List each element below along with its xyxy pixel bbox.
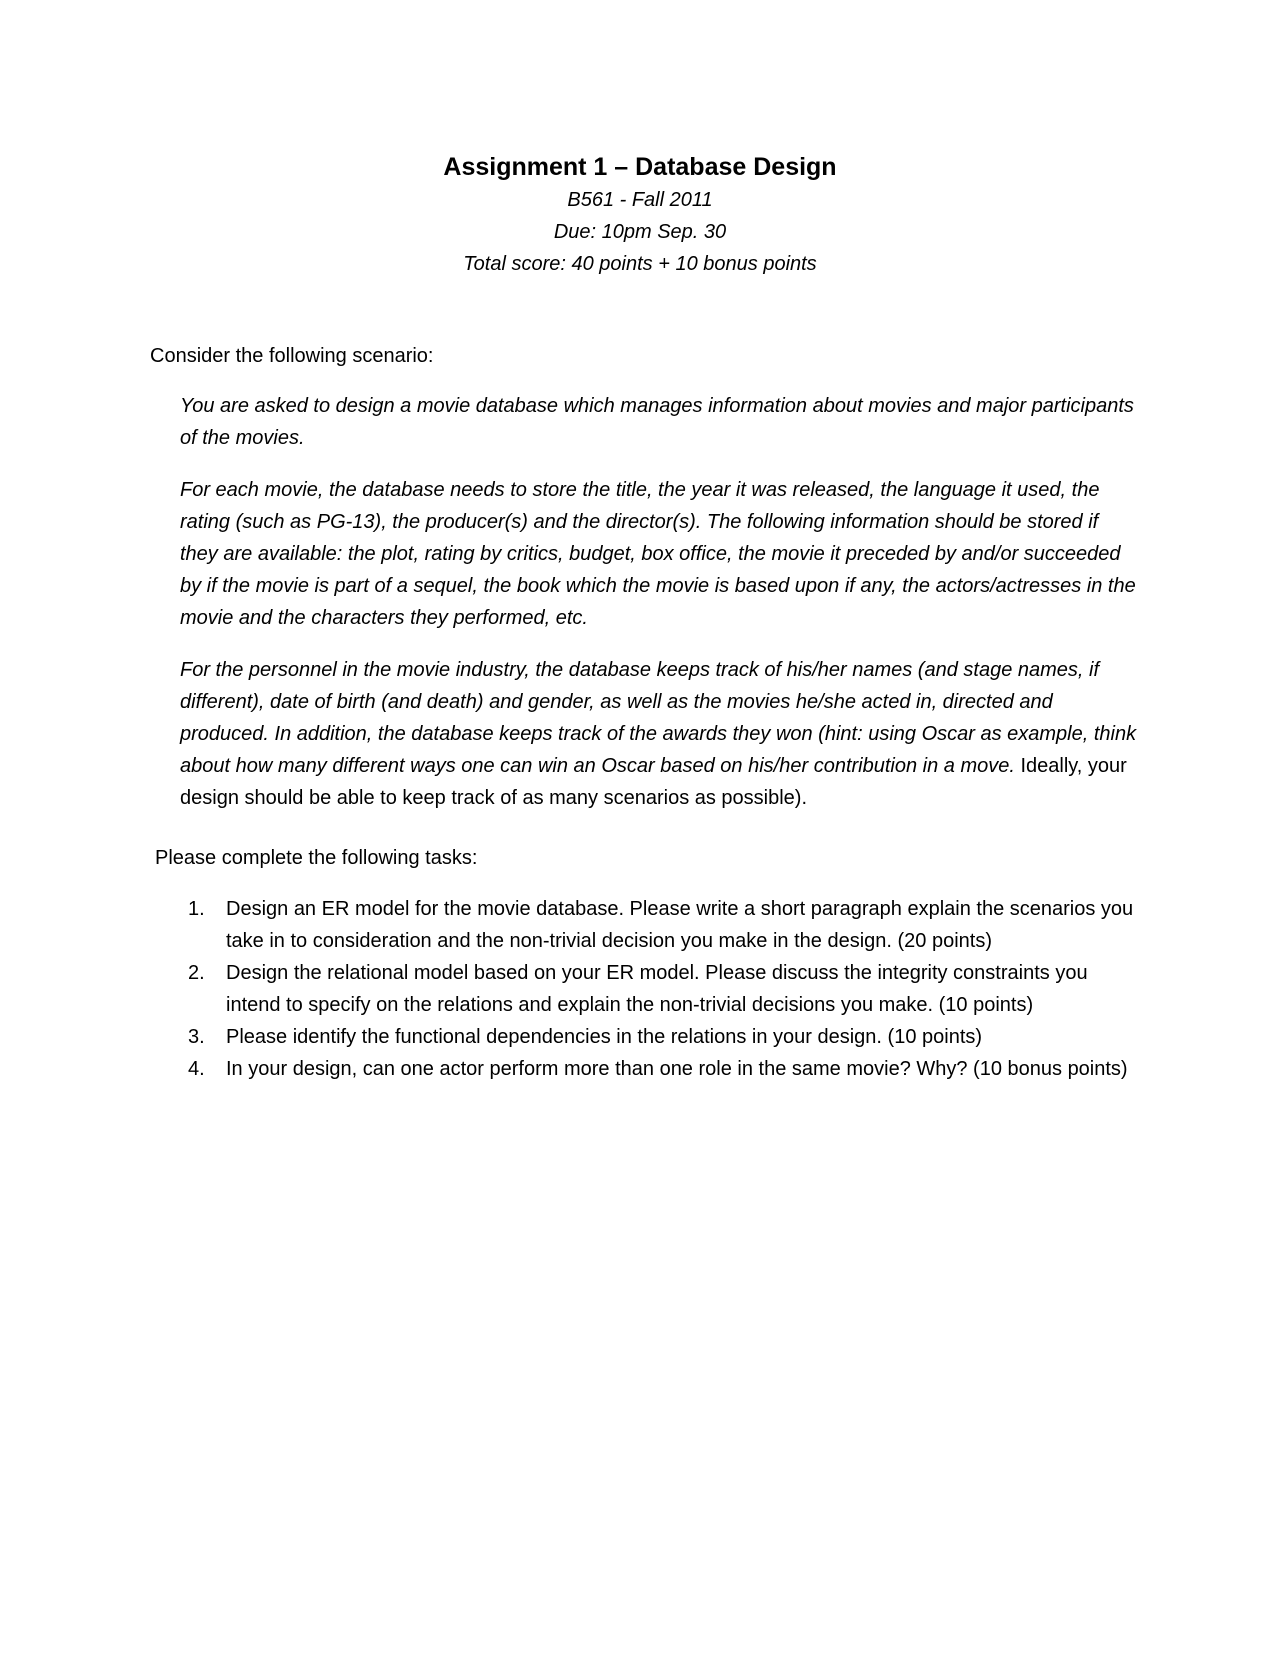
total-score: Total score: 40 points + 10 bonus points	[463, 253, 817, 275]
task-number: 4.	[188, 1058, 205, 1080]
scenario-paragraph-2: For each movie, the database needs to store the title, the year it was released, the language it used, the rating (such as PG-13), the producer(s) and the director(s). The following information should be stored if they are available: the plot, rating by critics, budget, box office, the movie it preceded by and/or succeeded by if the movie is part of a sequel, the book which the movie is based upon if any, the actors/actresses in the movie and the characters they performed, etc.	[180, 479, 1136, 629]
scenario-paragraph-3	[180, 654, 1140, 814]
scenario-paragraph-1: You are asked to design a movie database which manages information about movies and major participants of the movies.	[180, 395, 1134, 449]
task-number: 1.	[188, 898, 205, 920]
course-label: B561 - Fall 2011	[567, 189, 713, 211]
task-text: Design an ER model for the movie database. Please write a short paragraph explain the scenarios you take in to consideration and the non-trivial decision you make in the design. (20 points)	[226, 898, 1134, 952]
task-item	[180, 893, 1140, 957]
scenario-block	[180, 390, 1140, 834]
scenario-paragraph-3-italic: For the personnel in the movie industry, the database keeps track of his/her names (and stage names, if different), date of birth (and death) and gender, as well as the movies he/she acted in, directed and produced. In addition, the database keeps track of the awards they won (hint: using Oscar as example, think about how many different ways one can win an Oscar based on his/her contribution in a move.	[180, 659, 1137, 777]
tasks-intro: Please complete the following tasks:	[155, 847, 478, 869]
document-title: Assignment 1 – Database Design	[443, 153, 837, 181]
scenario-intro: Consider the following scenario:	[150, 345, 434, 367]
task-list	[180, 893, 1140, 1085]
task-number: 2.	[188, 962, 205, 984]
task-number: 3.	[188, 1026, 205, 1048]
task-text: Please identify the functional dependencies in the relations in your design. (10 points)	[226, 1026, 983, 1048]
task-item	[180, 1021, 1140, 1053]
task-text: Design the relational model based on your ER model. Please discuss the integrity constraints you intend to specify on the relations and explain the non-trivial decisions you make. (10 points)	[226, 962, 1088, 1016]
due-date: Due: 10pm Sep. 30	[553, 221, 727, 243]
task-item	[180, 957, 1140, 1021]
task-item	[180, 1053, 1140, 1085]
document-header	[0, 150, 1280, 280]
scenario-paragraph-3-normal: Ideally, your design should be able to keep track of as many scenarios as possible).	[180, 755, 1127, 809]
task-text: In your design, can one actor perform more than one role in the same movie? Why? (10 bonus points)	[226, 1058, 1128, 1080]
